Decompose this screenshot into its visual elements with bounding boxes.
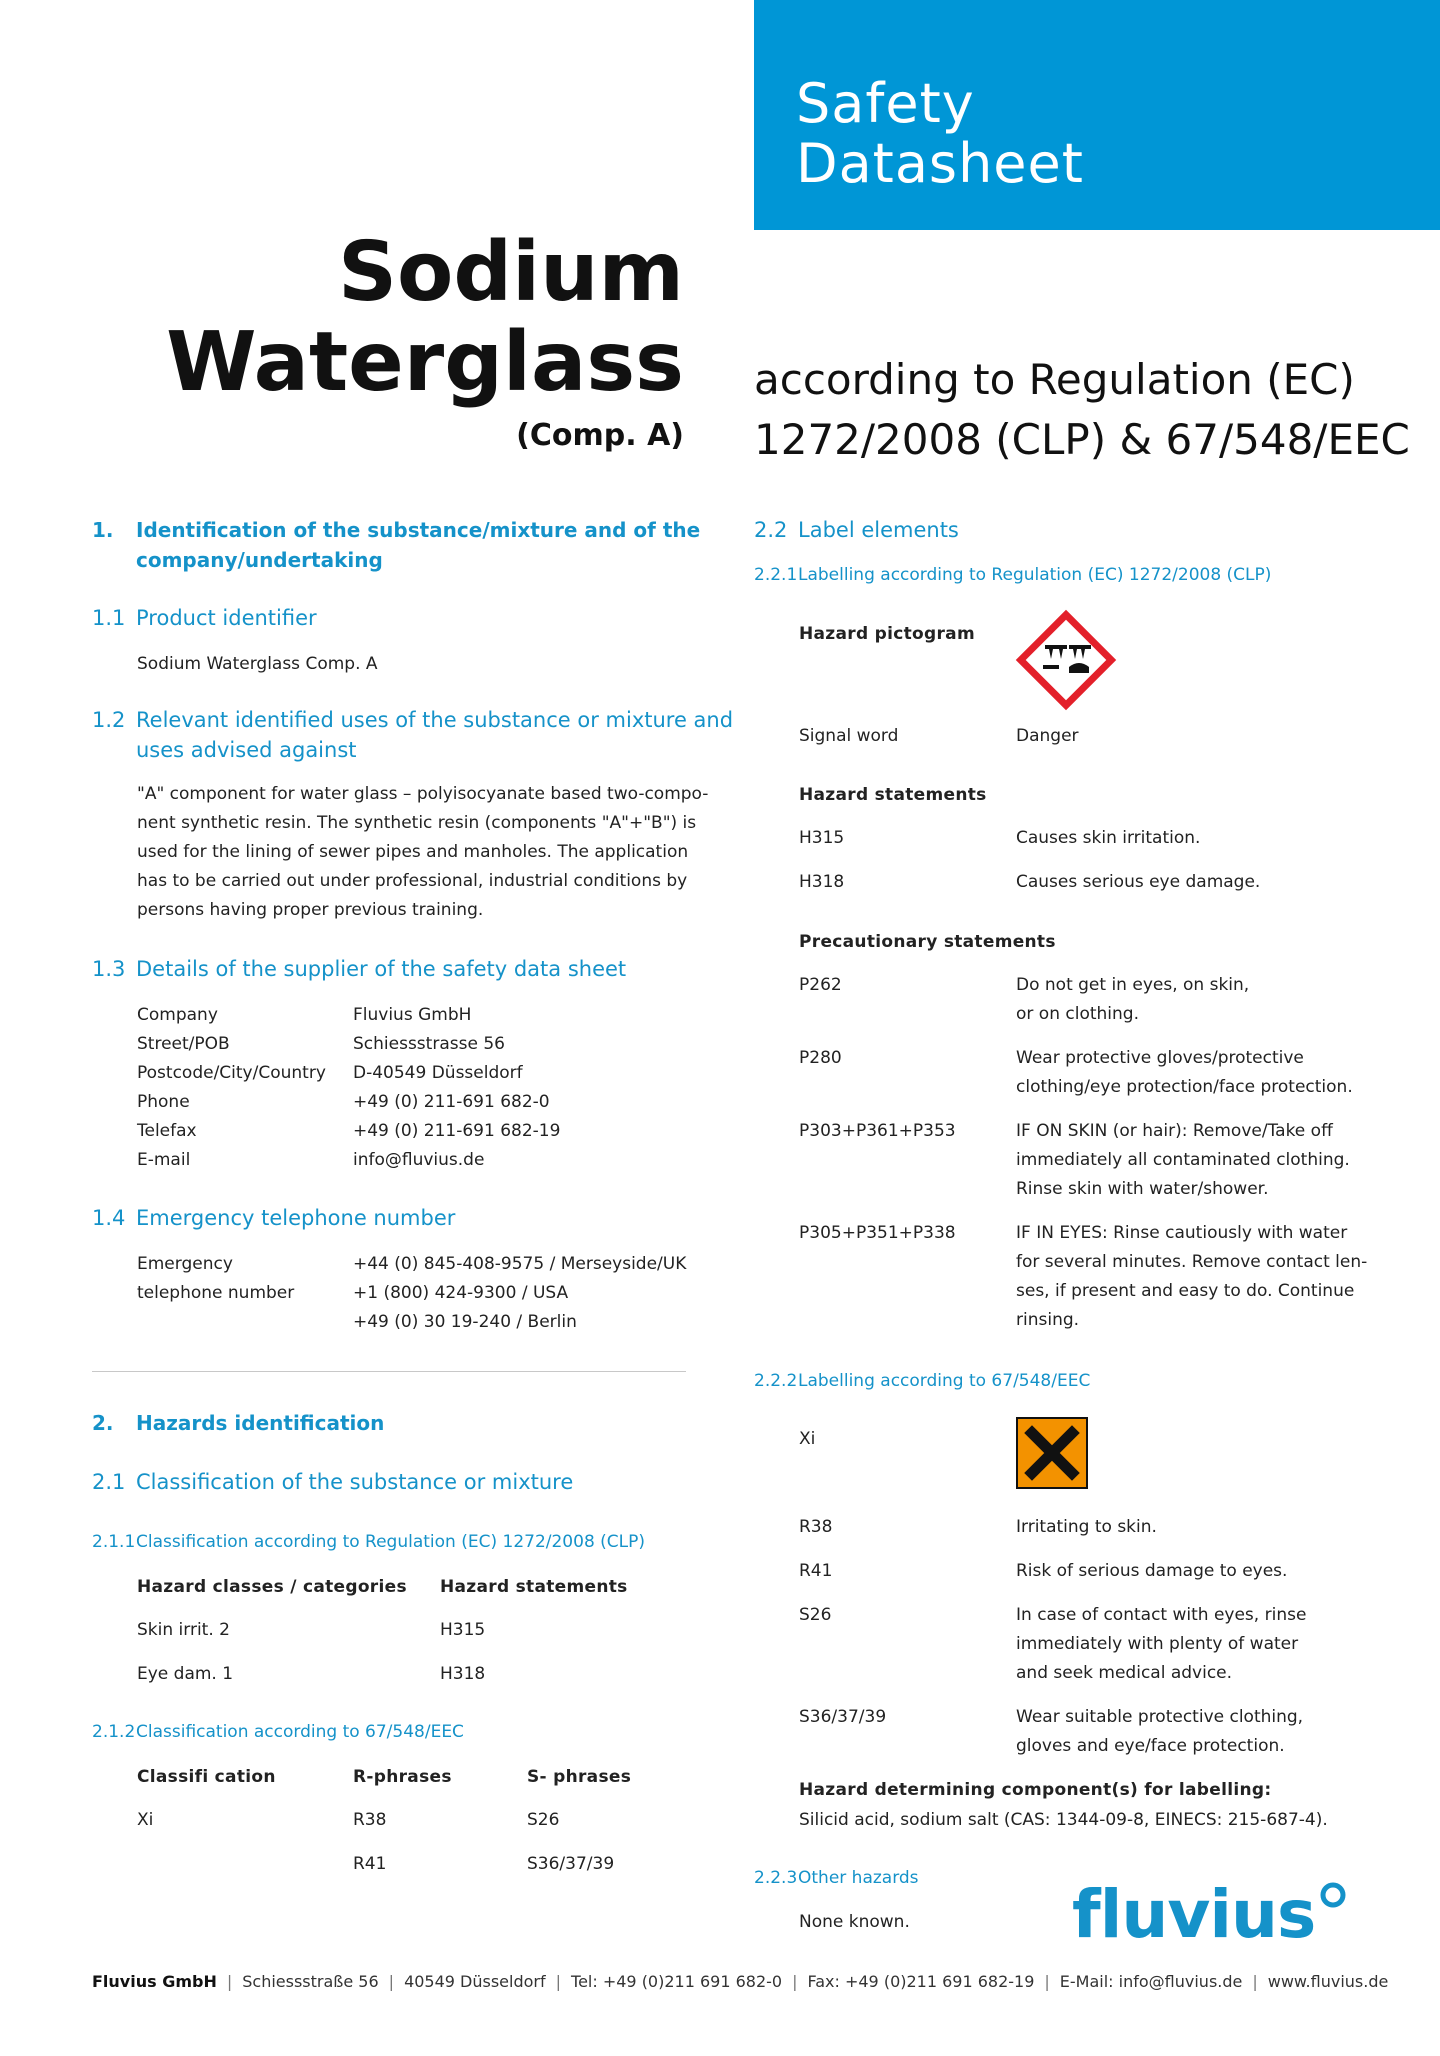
classification-cell: Xi <box>137 1810 154 1830</box>
r-s-text: Risk of serious damage to eyes. <box>1016 1561 1288 1581</box>
document-type-title <box>796 74 1084 194</box>
section-2-1-title: Classification of the substance or mixture <box>136 1470 574 1494</box>
emergency-numbers <box>353 1250 686 1337</box>
r-phrases-header: R-phrases <box>353 1767 452 1787</box>
hazard-statements-label: Hazard statements <box>799 785 987 805</box>
section-1-1-number: 1.1 <box>92 606 126 630</box>
supplier-label: Postcode/City/Country <box>137 1063 326 1083</box>
p-text <box>1016 971 1249 1029</box>
section-1-2-number: 1.2 <box>92 708 126 732</box>
r-s-text <box>1016 1601 1306 1688</box>
p-text-line: for several minutes. Remove contact len- <box>1016 1252 1368 1272</box>
supplier-value: Fluvius GmbH <box>353 1005 472 1025</box>
section-2-2-3-title: Other hazards <box>798 1868 919 1888</box>
product-identifier-value: Sodium Waterglass Comp. A <box>137 654 378 674</box>
p-text-line: immediately all contaminated clothing. <box>1016 1150 1350 1170</box>
p-text-line: clothing/eye protection/face protection. <box>1016 1077 1353 1097</box>
r-s-text: Irritating to skin. <box>1016 1517 1157 1537</box>
p-text-line: IF ON SKIN (or hair): Remove/Take off <box>1016 1121 1333 1141</box>
section-1-3-title: Details of the supplier of the safety data sheet <box>136 957 627 981</box>
p-text-line: Do not get in eyes, on skin, <box>1016 975 1250 995</box>
section-2-2-title: Label elements <box>798 518 959 542</box>
regulation-line-1: according to Regulation (EC) <box>754 355 1355 404</box>
section-1-title-line-1: Identification of the substance/mixture and of the <box>136 518 701 542</box>
section-2-1-1-number: 2.1.1 <box>92 1532 136 1552</box>
s-phrase-cell: S26 <box>527 1810 560 1830</box>
uses-line: persons having proper previous training. <box>137 900 484 920</box>
section-divider <box>92 1371 686 1372</box>
p-code: P305+P351+P338 <box>799 1223 956 1243</box>
precautionary-statements-label: Precautionary statements <box>799 932 1056 952</box>
p-text-line: ses, if present and easy to do. Continue <box>1016 1281 1355 1301</box>
other-hazards-value: None known. <box>799 1912 910 1932</box>
logo-wordmark: fluvius <box>1072 1876 1316 1953</box>
footer-tel: Tel: +49 (0)211 691 682-0 <box>571 1972 783 1991</box>
r-s-code: R41 <box>799 1561 833 1581</box>
section-1-title-line-2: company/undertaking <box>136 548 383 572</box>
section-2-2-number: 2.2 <box>754 518 788 542</box>
p-text <box>1016 1219 1367 1335</box>
h-code: H318 <box>799 872 845 892</box>
supplier-label: Street/POB <box>137 1034 230 1054</box>
hazard-class-cell: Eye dam. 1 <box>137 1664 234 1684</box>
hazard-statement-cell: H318 <box>440 1664 486 1684</box>
footer-company: Fluvius GmbH <box>92 1972 217 1991</box>
p-text <box>1016 1117 1350 1204</box>
emergency-number: +49 (0) 30 19-240 / Berlin <box>353 1312 577 1332</box>
r-s-text-line: gloves and eye/face protection. <box>1016 1736 1285 1756</box>
classification-header: Classifi cation <box>137 1767 276 1787</box>
uses-line: used for the lining of sewer pipes and manholes. The application <box>137 842 689 862</box>
section-2-1-number: 2.1 <box>92 1470 126 1494</box>
uses-line: "A" component for water glass – polyisocyanate based two-compo- <box>137 784 709 804</box>
section-2-1-2-number: 2.1.2 <box>92 1722 136 1742</box>
section-1-1-title: Product identifier <box>136 606 317 630</box>
p-text-line: Wear protective gloves/protective <box>1016 1048 1304 1068</box>
supplier-label: E-mail <box>137 1150 191 1170</box>
emergency-number: +44 (0) 845-408-9575 / Merseyside/UK <box>353 1254 687 1274</box>
p-text-line: rinsing. <box>1016 1310 1080 1330</box>
section-2-2-1-title: Labelling according to Regulation (EC) 1272/2008 (CLP) <box>798 565 1272 585</box>
emergency-label-line-2: telephone number <box>137 1283 295 1303</box>
supplier-values <box>353 1001 560 1175</box>
section-1-2-title-line-1: Relevant identified uses of the substance or mixture and <box>136 708 734 732</box>
h-text: Causes serious eye damage. <box>1016 872 1261 892</box>
section-2-number: 2. <box>92 1411 114 1435</box>
section-2-2-2-title: Labelling according to 67/548/EEC <box>798 1371 1091 1391</box>
r-s-text-line: In case of contact with eyes, rinse <box>1016 1605 1307 1625</box>
footer-city: 40549 Düsseldorf <box>404 1972 546 1991</box>
section-1-3-number: 1.3 <box>92 957 126 981</box>
page-footer: Fluvius GmbH | Schiessstraße 56 | 40549 Düsseldorf | Tel: +49 (0)211 691 682-0 | Fax: +49 (0)211 691 682-19 | E-Mail: info@fluvius.de | www.fluvius.de <box>92 1972 1389 1991</box>
supplier-value: D-40549 Düsseldorf <box>353 1063 523 1083</box>
product-title <box>166 225 684 410</box>
footer-email-link[interactable]: E-Mail: info@fluvius.de <box>1059 1972 1243 1991</box>
supplier-value: Schiessstrasse 56 <box>353 1034 505 1054</box>
section-2-2-1-number: 2.2.1 <box>754 565 798 585</box>
r-phrase-cell: R38 <box>353 1810 387 1830</box>
r-s-code: R38 <box>799 1517 833 1537</box>
fluvius-logo <box>1072 1876 1315 1953</box>
emergency-label <box>137 1250 294 1308</box>
r-phrase-cell: R41 <box>353 1854 387 1874</box>
s-phrases-header: S- phrases <box>527 1767 632 1787</box>
r-s-text-line: and seek medical advice. <box>1016 1663 1233 1683</box>
p-text <box>1016 1044 1353 1102</box>
h-code: H315 <box>799 828 845 848</box>
section-2-1-1-title: Classification according to Regulation (EC) 1272/2008 (CLP) <box>136 1532 646 1552</box>
title-line-1: Safety <box>796 72 975 135</box>
emergency-number: +1 (800) 424-9300 / USA <box>353 1283 569 1303</box>
emergency-label-line-1: Emergency <box>137 1254 233 1274</box>
determining-component-label: Hazard determining component(s) for labelling: <box>799 1780 1272 1800</box>
hazard-statement-cell: H315 <box>440 1620 486 1640</box>
footer-street: Schiessstraße 56 <box>242 1972 379 1991</box>
r-s-code: S36/37/39 <box>799 1707 887 1727</box>
product-title-line-1: Sodium <box>337 225 684 320</box>
section-1-2-title-line-2: uses advised against <box>136 738 357 762</box>
footer-website-link[interactable]: www.fluvius.de <box>1267 1972 1389 1991</box>
hazard-statements-header: Hazard statements <box>440 1577 628 1597</box>
r-s-text-line: Wear suitable protective clothing, <box>1016 1707 1304 1727</box>
p-text-line: or on clothing. <box>1016 1004 1139 1024</box>
title-line-2: Datasheet <box>796 132 1084 195</box>
section-2-2-3-number: 2.2.3 <box>754 1868 798 1888</box>
footer-fax: Fax: +49 (0)211 691 682-19 <box>807 1972 1035 1991</box>
supplier-label: Company <box>137 1005 218 1025</box>
section-2-2-2-number: 2.2.2 <box>754 1371 798 1391</box>
identified-uses-text <box>137 780 708 925</box>
section-2-1-2-title: Classification according to 67/548/EEC <box>136 1722 464 1742</box>
xi-symbol-label: Xi <box>799 1429 816 1449</box>
p-text-line: IF IN EYES: Rinse cautiously with water <box>1016 1223 1348 1243</box>
p-text-line: Rinse skin with water/shower. <box>1016 1179 1269 1199</box>
p-code: P280 <box>799 1048 842 1068</box>
supplier-value: +49 (0) 211-691 682-19 <box>353 1121 561 1141</box>
determining-component-value: Silicid acid, sodium salt (CAS: 1344-09-8, EINECS: 215-687-4). <box>799 1810 1328 1830</box>
supplier-labels <box>137 1001 326 1175</box>
uses-line: has to be carried out under professional, industrial conditions by <box>137 871 688 891</box>
hazard-classes-header: Hazard classes / categories <box>137 1577 407 1597</box>
r-s-code: S26 <box>799 1605 832 1625</box>
logo-drop-icon <box>1320 1882 1346 1908</box>
regulation-title <box>754 350 1410 470</box>
section-1-4-title: Emergency telephone number <box>136 1206 456 1230</box>
product-title-line-2: Waterglass <box>166 315 684 410</box>
supplier-email-link[interactable]: info@fluvius.de <box>353 1150 485 1170</box>
hazard-class-cell: Skin irrit. 2 <box>137 1620 230 1640</box>
regulation-line-2: 1272/2008 (CLP) & 67/548/EEC <box>754 415 1410 464</box>
section-2-title: Hazards identification <box>136 1411 385 1435</box>
product-subtitle: (Comp. A) <box>516 418 684 453</box>
signal-word-label: Signal word <box>799 726 899 746</box>
signal-word-value: Danger <box>1016 726 1079 746</box>
supplier-label: Telefax <box>137 1121 197 1141</box>
h-text: Causes skin irritation. <box>1016 828 1201 848</box>
p-code: P303+P361+P353 <box>799 1121 956 1141</box>
s-phrase-cell: S36/37/39 <box>527 1854 615 1874</box>
supplier-value: +49 (0) 211-691 682-0 <box>353 1092 550 1112</box>
section-1-number: 1. <box>92 518 114 542</box>
section-1-title <box>136 515 700 575</box>
irritant-x-icon <box>1016 1417 1088 1489</box>
p-code: P262 <box>799 975 842 995</box>
hazard-pictogram-label: Hazard pictogram <box>799 624 975 644</box>
r-s-text <box>1016 1703 1303 1761</box>
supplier-label: Phone <box>137 1092 190 1112</box>
section-1-2-title <box>136 705 733 765</box>
corrosion-ghs05-icon <box>1013 607 1119 713</box>
uses-line: nent synthetic resin. The synthetic resin (components "A"+"B") is <box>137 813 697 833</box>
section-1-4-number: 1.4 <box>92 1206 126 1230</box>
r-s-text-line: immediately with plenty of water <box>1016 1634 1299 1654</box>
